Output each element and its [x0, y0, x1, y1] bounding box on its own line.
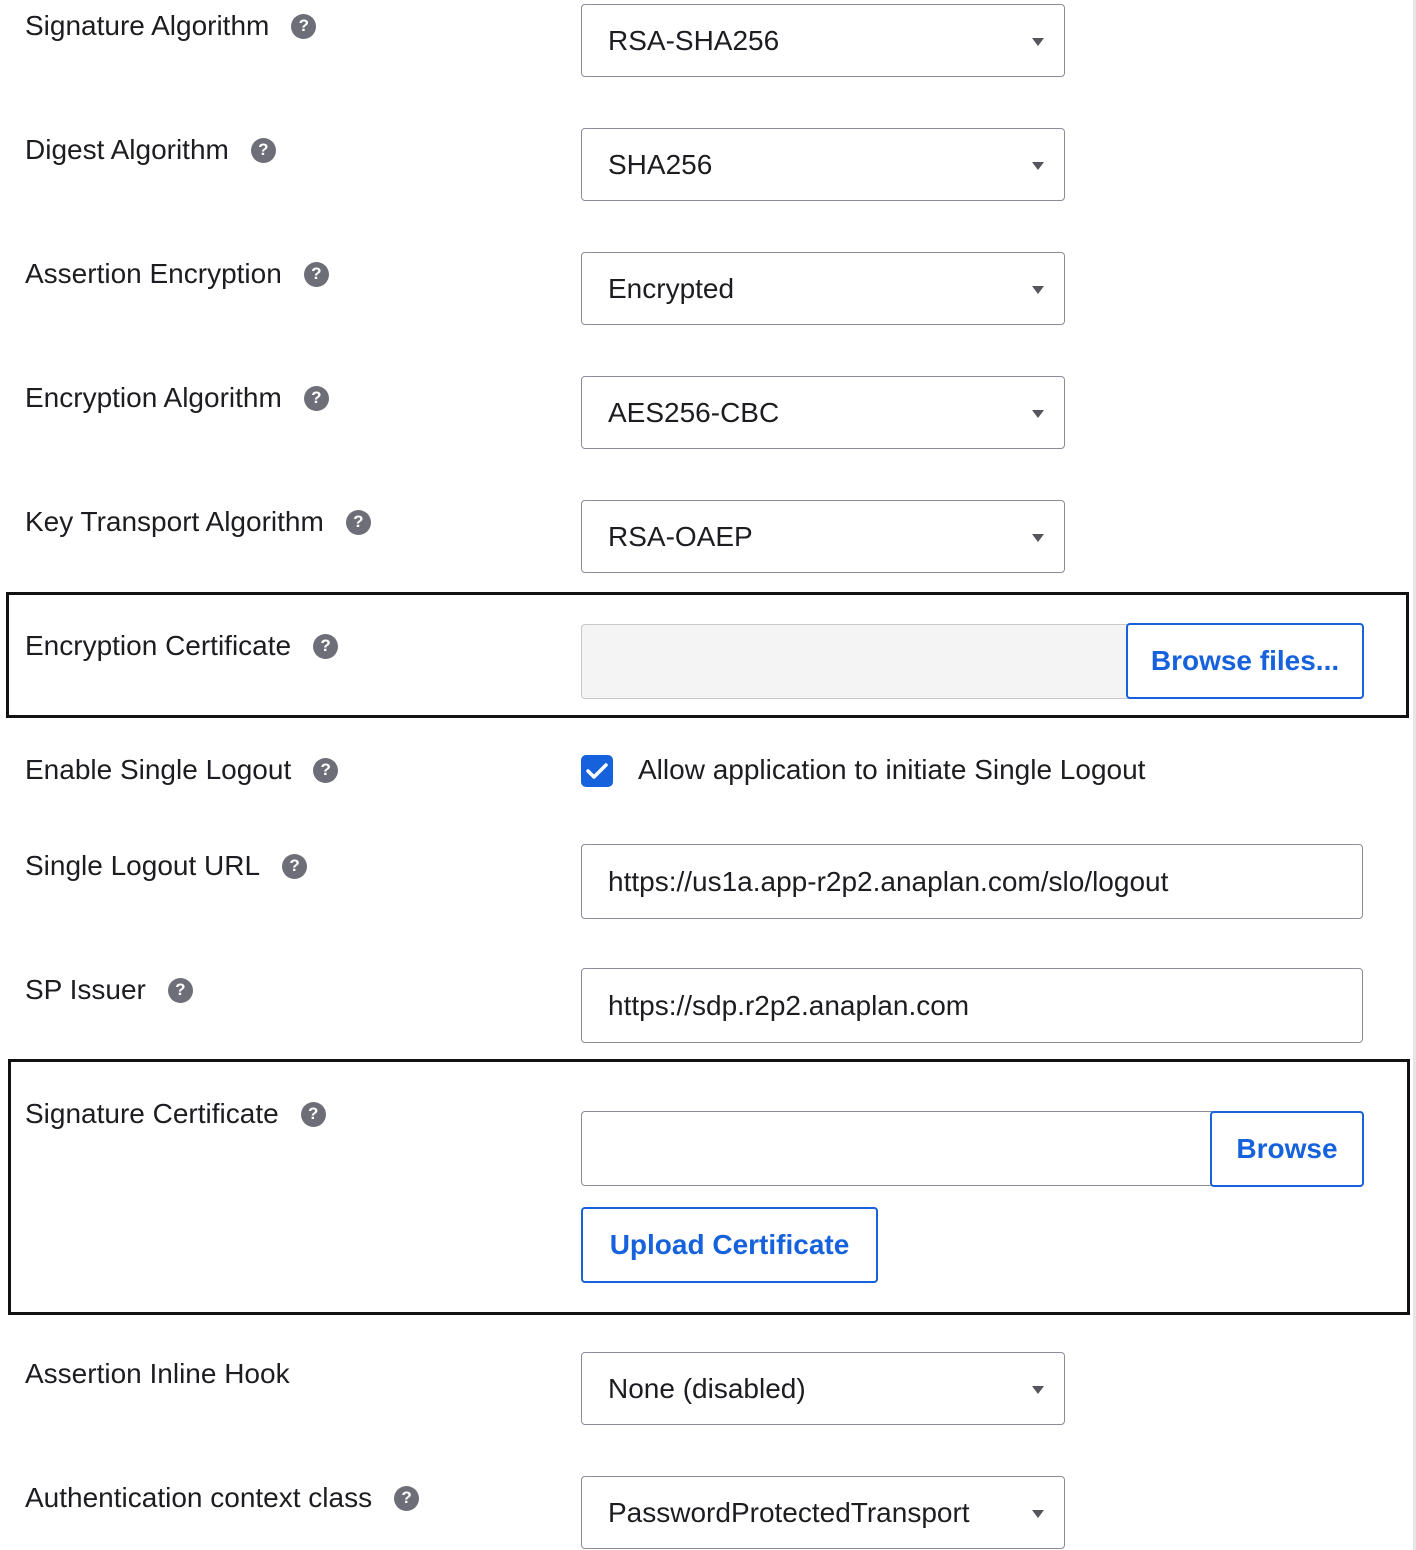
- help-icon[interactable]: ?: [304, 262, 329, 287]
- sp-issuer-label: SP Issuer ?: [25, 974, 193, 1006]
- assertion-encryption-select[interactable]: Encrypted: [581, 252, 1065, 325]
- encryption-algorithm-select[interactable]: AES256-CBC: [581, 376, 1065, 449]
- help-icon[interactable]: ?: [291, 14, 316, 39]
- key-transport-algorithm-select[interactable]: RSA-OAEP: [581, 500, 1065, 573]
- encryption-algorithm-label: Encryption Algorithm ?: [25, 382, 329, 414]
- check-icon: [586, 762, 608, 780]
- signature-algorithm-label: Signature Algorithm ?: [25, 10, 316, 42]
- chevron-down-icon: [1032, 1510, 1044, 1518]
- assertion-encryption-label: Assertion Encryption ?: [25, 258, 329, 290]
- signature-certificate-file-field[interactable]: [581, 1111, 1213, 1186]
- upload-certificate-button[interactable]: Upload Certificate: [581, 1207, 878, 1283]
- browse-button[interactable]: Browse: [1210, 1111, 1364, 1187]
- help-icon[interactable]: ?: [313, 634, 338, 659]
- signature-algorithm-select[interactable]: RSA-SHA256: [581, 4, 1065, 77]
- digest-algorithm-label: Digest Algorithm ?: [25, 134, 276, 166]
- single-logout-checkbox-label[interactable]: Allow application to initiate Single Logout: [638, 754, 1146, 785]
- chevron-down-icon: [1032, 162, 1044, 170]
- help-icon[interactable]: ?: [346, 510, 371, 535]
- authentication-context-class-label: Authentication context class ?: [25, 1482, 419, 1514]
- single-logout-checkbox[interactable]: [581, 755, 613, 787]
- chevron-down-icon: [1032, 286, 1044, 294]
- sp-issuer-input[interactable]: https://sdp.r2p2.anaplan.com: [581, 968, 1363, 1043]
- help-icon[interactable]: ?: [301, 1102, 326, 1127]
- digest-algorithm-select[interactable]: SHA256: [581, 128, 1065, 201]
- help-icon[interactable]: ?: [251, 138, 276, 163]
- help-icon[interactable]: ?: [313, 758, 338, 783]
- encryption-certificate-label: Encryption Certificate ?: [25, 630, 338, 662]
- chevron-down-icon: [1032, 1386, 1044, 1394]
- help-icon[interactable]: ?: [304, 386, 329, 411]
- signature-certificate-label: Signature Certificate ?: [25, 1098, 326, 1130]
- single-logout-url-label: Single Logout URL ?: [25, 850, 307, 882]
- chevron-down-icon: [1032, 38, 1044, 46]
- help-icon[interactable]: ?: [168, 978, 193, 1003]
- single-logout-url-input[interactable]: https://us1a.app-r2p2.anaplan.com/slo/logout: [581, 844, 1363, 919]
- browse-files-button[interactable]: Browse files...: [1126, 623, 1364, 699]
- assertion-inline-hook-select[interactable]: None (disabled): [581, 1352, 1065, 1425]
- authentication-context-class-select[interactable]: PasswordProtectedTransport: [581, 1476, 1065, 1549]
- help-icon[interactable]: ?: [282, 854, 307, 879]
- help-icon[interactable]: ?: [394, 1486, 419, 1511]
- chevron-down-icon: [1032, 410, 1044, 418]
- chevron-down-icon: [1032, 534, 1044, 542]
- enable-single-logout-label: Enable Single Logout ?: [25, 754, 338, 786]
- encryption-certificate-file-field[interactable]: [581, 624, 1129, 699]
- key-transport-algorithm-label: Key Transport Algorithm ?: [25, 506, 371, 538]
- assertion-inline-hook-label: Assertion Inline Hook: [25, 1358, 290, 1389]
